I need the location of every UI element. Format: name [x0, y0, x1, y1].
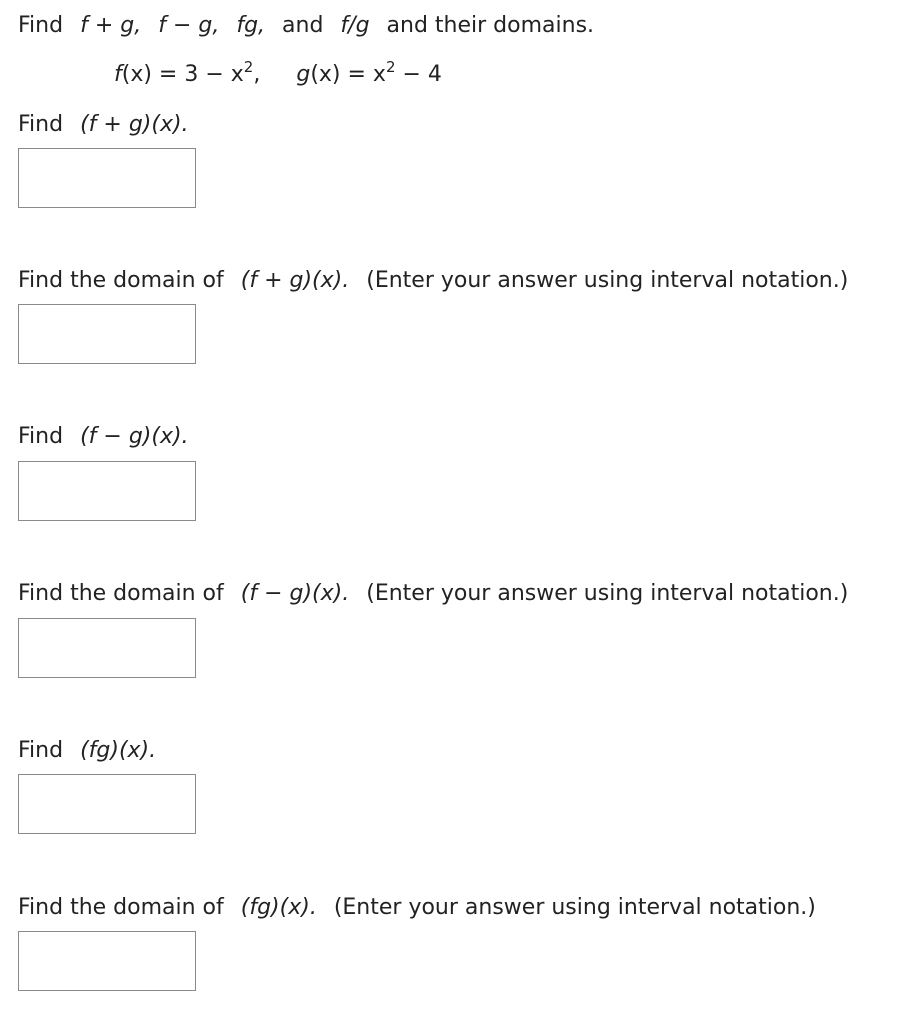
intro-prod: fg,: [236, 13, 266, 38]
answer-diff-input[interactable]: [18, 461, 196, 521]
intro-diff: f − g,: [158, 13, 220, 38]
answer-sum-domain-input[interactable]: [18, 304, 196, 364]
question-diff-domain: Find the domain of (f − g)(x). (Enter your answer using interval notation.): [18, 581, 849, 606]
question-sum: Find (f + g)(x).: [18, 112, 189, 137]
given-functions: [114, 58, 442, 87]
answer-prod-domain-input[interactable]: [18, 931, 196, 991]
g-definition: $g(x) = x^2 - 4$: [296, 58, 442, 87]
answer-diff-domain-input[interactable]: [18, 618, 196, 678]
intro-find: Find: [18, 13, 64, 38]
problem-statement: [18, 15, 594, 37]
intro-tail: and their domains.: [386, 13, 595, 38]
question-sum-domain: Find the domain of (f + g)(x). (Enter your answer using interval notation.): [18, 268, 849, 293]
intro-sum: f + g,: [80, 13, 142, 38]
question-prod: Find (fg)(x).: [18, 738, 157, 763]
f-definition: $f(x) = 3 - x^2$,: [114, 58, 261, 87]
answer-sum-input[interactable]: [18, 148, 196, 208]
question-diff: Find (f − g)(x).: [18, 424, 189, 449]
answer-prod-input[interactable]: [18, 774, 196, 834]
question-prod-domain: Find the domain of (fg)(x). (Enter your answer using interval notation.): [18, 895, 816, 920]
intro-quot: f/g: [340, 13, 370, 38]
intro-and: and: [282, 13, 324, 38]
